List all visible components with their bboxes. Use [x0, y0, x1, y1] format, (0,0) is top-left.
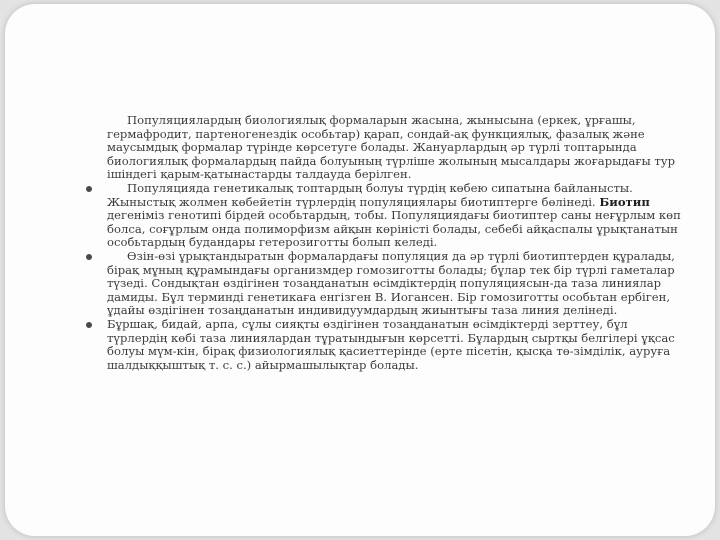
- paragraph-text: Өзін-өзі ұрықтандыратын формалардағы популяция да әр түрлі биотиптерден құралады, бірақ мұның құрамындағы организмдер гомозиготты болады; бұлар тек бір түрлі гаметалар түзеді. Сондықтан өздігінен тозаңданатын өсімдіктердің популяциясын-да таза линиялар дамиды. Бұл терминді генетикаға енгізген В. Иогансен. Бір гомозиготты особьтан ербіген, ұдайы өздігінен тозаңданатын индивидуумдардың жиынтығы таза линия делінеді.: [107, 248, 675, 318]
- paragraph-text: Бұршақ, бидай, арпа, сұлы сияқты өздігінен тозаңданатын өсімдіктерді зерттеу, бұл түрлердің көбі таза линиялардан тұратындығын көрсетті. Бұлардың сыртқы белгілері ұқсас болуы мүм-кін, бірақ физиологиялық қасиеттерінде (ерте пісетін, қысқа тө-зімділік, ауруға шалдыққыштық т. с. с.) айырмашылықтар болады.: [107, 316, 675, 372]
- term-biotype: Биотип: [599, 194, 650, 209]
- bullet-icon: [86, 186, 92, 192]
- bullet-icon: [86, 322, 92, 328]
- paragraph-4: [86, 318, 686, 372]
- paragraph-text-continued: дегеніміз генотипі бірдей особьтардың, тобы. Популяциядағы биотиптер саны неғұрлым көп болса, соғұрлым онда полиморфизм айқын көріністі болады, себебі айқаспалы ұрықтанатын особьтардың будандары гетерозиготты болып келеді.: [107, 208, 681, 250]
- slide: [5, 4, 715, 536]
- text-body: [86, 114, 686, 372]
- paragraph-2: [86, 182, 686, 250]
- bullet-icon: [86, 254, 92, 260]
- paragraph-1: [86, 114, 686, 182]
- paragraph-text: Популяцияда генетикалық топтардың болуы түрдің көбею сипатына байланысты. Жыныстық жолмен көбейетін түрлердің популяциялары биотиптерге бөлінеді.: [107, 180, 633, 209]
- paragraph-text: Популяциялардың биологиялық формаларын жасына, жынысына (еркек, ұрғашы, гермафродит, партеногенездік особьтар) қарап, сондай-ақ функциялық, фазалық және маусымдық формалар түрінде көрсетуге болады. Жануарлардың әр түрлі топтарында биологиялық формалардың пайда болуының түрліше жолының мысалдары жоғарыдағы тур ішіндегі қарым-қатынастарды талдауда берілген.: [107, 113, 676, 182]
- paragraph-3: [86, 250, 686, 318]
